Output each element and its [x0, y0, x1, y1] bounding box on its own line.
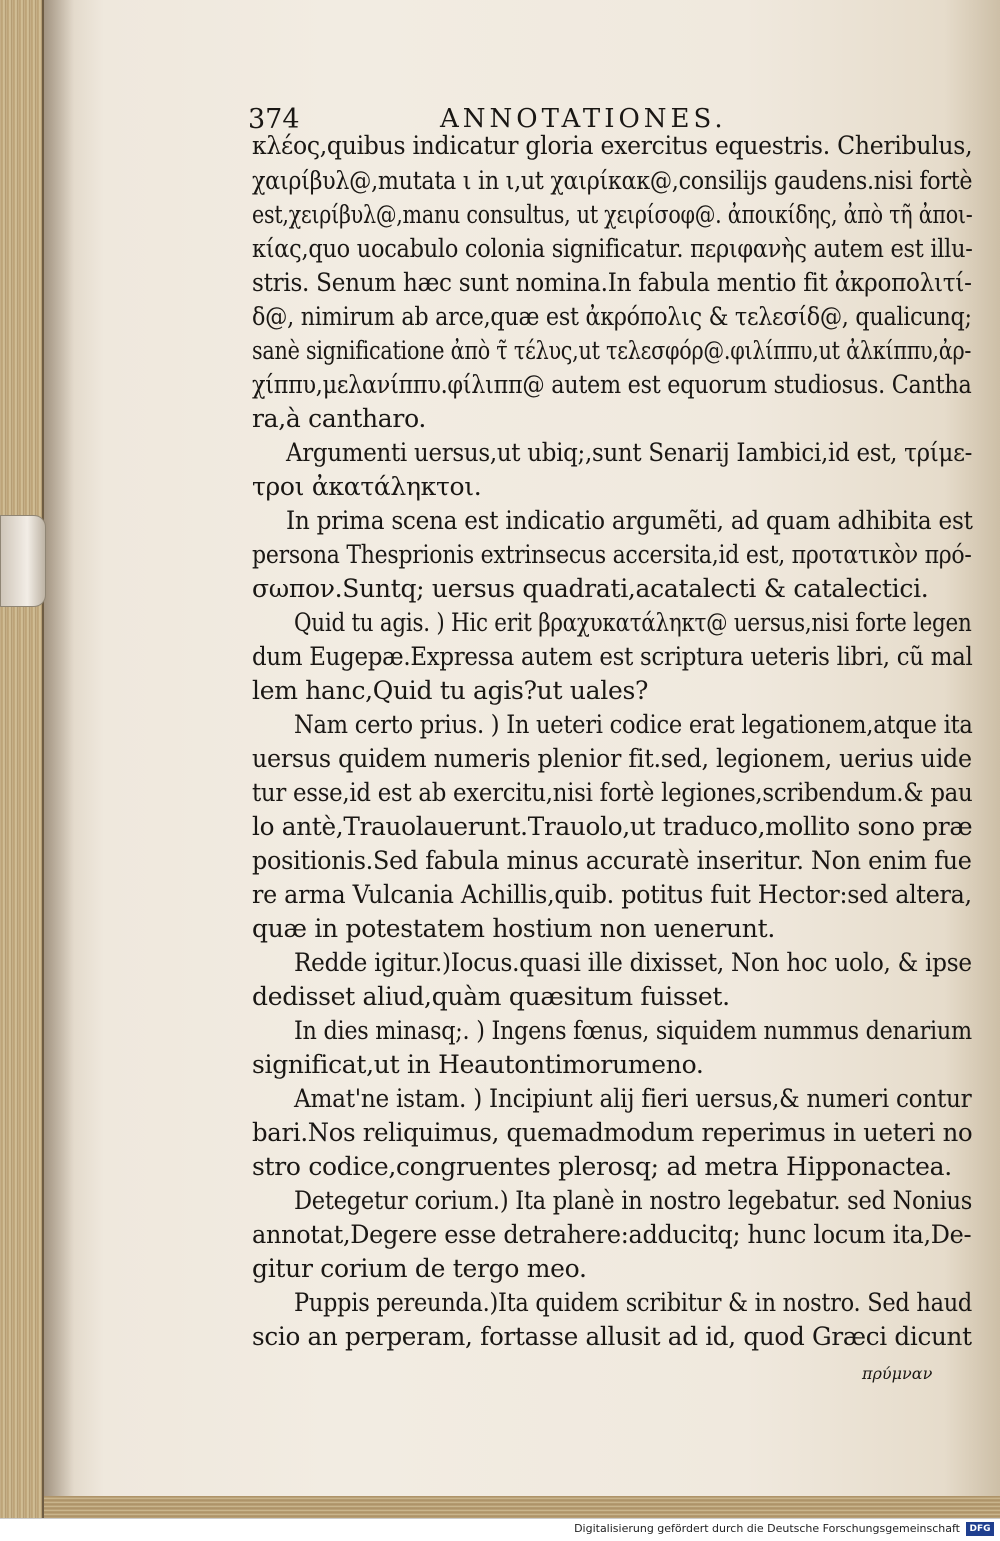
text-line: persona Thesprionis extrinsecus accersita,id est, προτατικὸν πρό- [252, 540, 972, 569]
text-line: dum Eugepæ.Expressa autem est scriptura ueteris libri, cũ mal [252, 642, 973, 671]
page-number: 374 [248, 104, 300, 135]
book-clasp [0, 515, 46, 607]
text-line: lem hanc,Quid tu agis?ut uales? [252, 676, 649, 705]
text-line: significat,ut in Heautontimorumeno. [252, 1050, 704, 1079]
text-line: scio an perperam, fortasse allusit ad id, quod Græci dicunt [252, 1322, 972, 1351]
text-line: stris. Senum hæc sunt nomina.In fabula mentio fit ἀκροπολιτί- [252, 268, 972, 297]
text-line: gitur corium de tergo meo. [252, 1254, 587, 1283]
text-line: τροι ἀκατάληκτοι. [252, 472, 482, 501]
book-bottom-edge [44, 1496, 1000, 1518]
text-line: Argumenti uersus,ut ubiq;,sunt Senarij Iambici,id est, τρίμε- [286, 438, 973, 467]
text-line: Puppis pereunda.)Ita quidem scribitur & in nostro. Sed haud [294, 1288, 973, 1317]
text-line: dedisset aliud,quàm quæsitum fuisset. [252, 982, 730, 1011]
gutter-shadow [44, 0, 74, 1518]
text-line: Redde igitur.)Iocus.quasi ille dixisset, Non hoc uolo, & ipse [294, 948, 972, 977]
text-line: Detegetur corium.) Ita planè in nostro legebatur. sed Nonius [294, 1186, 973, 1215]
text-line: Amat'ne istam. ) Incipiunt alij fieri uersus,& numeri contur [294, 1084, 972, 1113]
text-line: lo antè,Trauolauerunt.Trauolo,ut traduco,mollito sono præ [252, 812, 973, 841]
text-line: bari.Nos reliquimus, quemadmodum reperimus in ueteri no [252, 1118, 973, 1147]
text-line: positionis.Sed fabula minus accuratè inseritur. Non enim fue [252, 846, 972, 875]
catchword: πρύμναν [862, 1364, 933, 1383]
text-line: In prima scena est indicatio argumẽti, ad quam adhibita est [286, 506, 973, 535]
text-line: χαιρίβυλ@,mutata ι in ι,ut χαιρίκακ@,consilijs gaudens.nisi fortè [252, 166, 973, 195]
text-line: Quid tu agis. ) Hic erit βραχυκατάληκτ@ uersus,nisi forte legen [294, 608, 972, 637]
running-head: ANNOTATIONES. [440, 104, 727, 134]
text-line: ra,à cantharo. [252, 404, 427, 433]
text-line: δ@, nimirum ab arce,quæ est ἀκρόπολις & τελεσίδ@, qualicunq; [252, 302, 972, 331]
book-page-edges [0, 0, 44, 1518]
text-line: annotat,Degere esse detrahere:adducitq; hunc locum ita,De- [252, 1220, 972, 1249]
text-line: σωπον.Suntq; uersus quadrati,acatalecti & catalectici. [252, 574, 929, 603]
text-line: In dies minasq;. ) Ingens fœnus, siquidem nummus denarium [294, 1016, 972, 1045]
text-line: re arma Vulcania Achillis,quib. potitus fuit Hector:sed altera, [252, 880, 972, 909]
text-line: uersus quidem numeris plenior fit.sed, legionem, uerius uide [252, 744, 972, 773]
text-line: tur esse,id est ab exercitu,nisi fortè legiones,scribendum.& pau [252, 778, 973, 807]
funding-credit: Digitalisierung gefördert durch die Deutsche Forschungsgemeinschaft [574, 1522, 960, 1535]
footer-bar [0, 1518, 1000, 1541]
text-line: est,χειρίβυλ@,manu consultus, ut χειρίσοφ@. ἀποικίδης, ἀπὸ τῆ ἀποι- [252, 200, 973, 229]
text-line: χίππυ,μελανίππυ.φίλιππ@ autem est equorum studiosus. Cantha [252, 370, 972, 399]
dfg-logo: DFG [966, 1522, 994, 1536]
text-line: κίας,quo uocabulo colonia significatur. περιφανὴς autem est illu- [252, 234, 973, 263]
text-line: κλέος,quibus indicatur gloria exercitus equestris. Cheribulus, [252, 131, 973, 160]
text-line: quæ in potestatem hostium non uenerunt. [252, 914, 775, 943]
text-line: stro codice,congruentes plerosq; ad metra Hipponactea. [252, 1152, 952, 1181]
text-line: sanè significatione ἀπὸ τ̃ τέλυς,ut τελεσφόρ@.φιλίππυ,ut ἀλκίππυ,ἀρ- [252, 336, 972, 365]
text-line: Nam certo prius. ) In ueteri codice erat legationem,atque ita [294, 710, 973, 739]
